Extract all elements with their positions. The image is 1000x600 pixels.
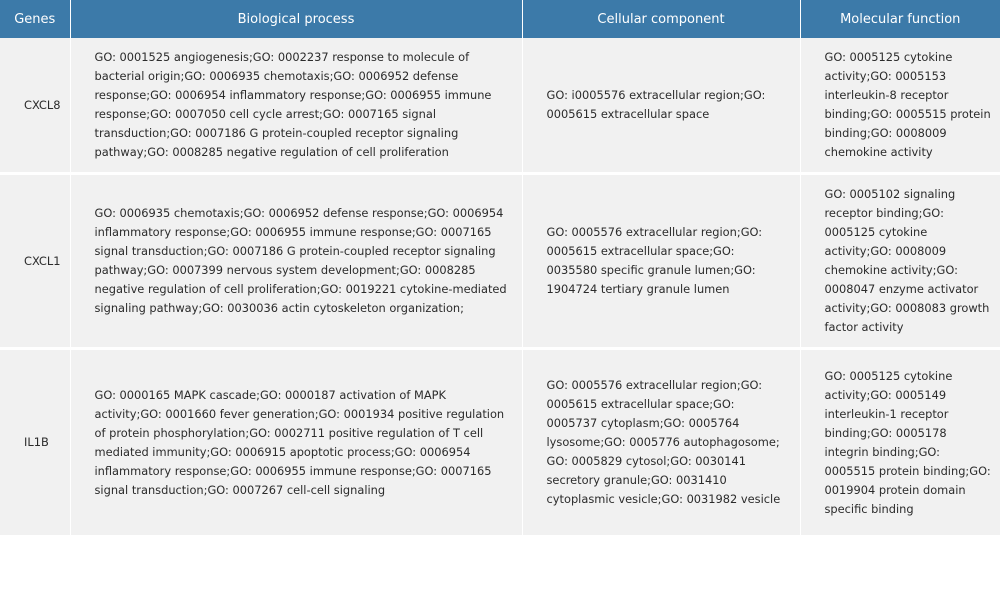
molecular-function-cell: GO: 0005125 cytokine activity;GO: 0005153 interleukin-8 receptor binding;GO: 0005515 protein binding;GO: 0008009 chemokine activity <box>800 38 1000 174</box>
header-genes: Genes <box>0 0 70 38</box>
table-header-row <box>0 0 1000 38</box>
header-biological-process: Biological process <box>70 0 522 38</box>
cellular-component-cell: GO: 0005576 extracellular region;GO: 0005615 extracellular space;GO: 0035580 specific granule lumen;GO: 1904724 tertiary granule lumen <box>522 174 800 349</box>
header-cellular-component: Cellular component <box>522 0 800 38</box>
biological-process-cell: GO: 0000165 MAPK cascade;GO: 0000187 activation of MAPK activity;GO: 0001660 fever generation;GO: 0001934 positive regulation of protein phosphorylation;GO: 0002711 positive regulation of T cell mediated immunity;GO: 0006915 apoptotic process;GO: 0006954 inflammatory response;GO: 0006955 immune response;GO: 0007165 signal transduction;GO: 0007267 cell-cell signaling <box>70 349 522 537</box>
table-row <box>0 349 1000 537</box>
gene-cell: CXCL1 <box>0 174 70 349</box>
gene-cell: IL1B <box>0 349 70 537</box>
table-row <box>0 174 1000 349</box>
cellular-component-cell: GO: i0005576 extracellular region;GO: 0005615 extracellular space <box>522 38 800 174</box>
molecular-function-cell: GO: 0005102 signaling receptor binding;GO: 0005125 cytokine activity;GO: 0008009 chemokine activity;GO: 0008047 enzyme activator activity;GO: 0008083 growth factor activity <box>800 174 1000 349</box>
table-row <box>0 38 1000 174</box>
header-molecular-function: Molecular function <box>800 0 1000 38</box>
cellular-component-cell: GO: 0005576 extracellular region;GO: 0005615 extracellular space;GO: 0005737 cytoplasm;GO: 0005764 lysosome;GO: 0005776 autophagosome; GO: 0005829 cytosol;GO: 0030141 secretory granule;GO: 0031410 cytoplasmic vesicle;GO: 0031982 vesicle <box>522 349 800 537</box>
biological-process-cell: GO: 0006935 chemotaxis;GO: 0006952 defense response;GO: 0006954 inflammatory response;GO: 0006955 immune response;GO: 0007165 signal transduction;GO: 0007186 G protein-coupled receptor signaling pathway;GO: 0007399 nervous system development;GO: 0008285 negative regulation of cell proliferation;GO: 0019221 cytokine-mediated signaling pathway;GO: 0030036 actin cytoskeleton organization; <box>70 174 522 349</box>
biological-process-cell: GO: 0001525 angiogenesis;GO: 0002237 response to molecule of bacterial origin;GO: 0006935 chemotaxis;GO: 0006952 defense response;GO: 0006954 inflammatory response;GO: 0006955 immune response;GO: 0007050 cell cycle arrest;GO: 0007165 signal transduction;GO: 0007186 G protein-coupled receptor signaling pathway;GO: 0008285 negative regulation of cell proliferation <box>70 38 522 174</box>
molecular-function-cell: GO: 0005125 cytokine activity;GO: 0005149 interleukin-1 receptor binding;GO: 0005178 integrin binding;GO: 0005515 protein binding;GO: 0019904 protein domain specific binding <box>800 349 1000 537</box>
gene-cell: CXCL8 <box>0 38 70 174</box>
